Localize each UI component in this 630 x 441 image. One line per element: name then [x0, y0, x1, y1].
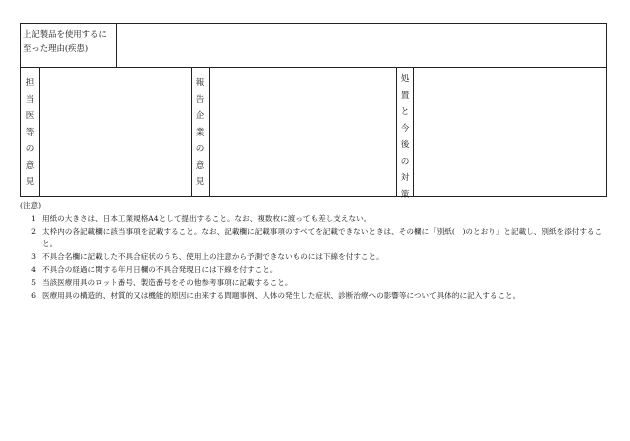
note-item: [20, 213, 620, 226]
measures-label: 処 置 と 今 後 の 対 策: [400, 74, 410, 200]
doctor-opinion-input[interactable]: [40, 68, 191, 196]
note-item: [20, 290, 620, 303]
note-item: [20, 226, 620, 252]
note-text: 不具合名欄に記載した不具合症状のうち、使用上の注意から予測できないものには下線を付すこと。: [42, 252, 384, 262]
notes-heading: (注意): [20, 201, 42, 210]
note-number: 3: [31, 252, 36, 262]
note-number: 4: [31, 264, 36, 274]
note-number: 5: [31, 277, 36, 287]
note-text: 用紙の大きさは、日本工業規格A4として提出すること。なお、複数枚に渡っても差し支えない。: [42, 213, 372, 223]
reason-label-line: 至った理由(疾患): [23, 43, 89, 53]
company-opinion-input[interactable]: [210, 68, 396, 196]
measures-input[interactable]: [414, 68, 606, 196]
note-text: 当該医療用具のロット番号、製造番号をその他参考事項に記載すること。: [42, 277, 293, 287]
note-number: 6: [31, 290, 36, 300]
reason-label-line: 上記製品を使用するに: [23, 29, 107, 39]
note-number: 1: [31, 213, 36, 223]
reason-label: [23, 27, 117, 55]
doctor-opinion-label: 担 当 医 等 の 意 見: [25, 78, 35, 187]
report-form-table: [20, 23, 607, 200]
notes-section: [20, 200, 620, 302]
company-opinion-label: 報 告 企 業 の 意 見: [195, 78, 205, 187]
note-text: 不具合の経過に関する年月日欄の不具合発現日には下線を付すこと。: [42, 264, 278, 274]
note-item: [20, 277, 620, 290]
reason-input-cell[interactable]: [117, 24, 606, 67]
note-number: 2: [31, 226, 36, 236]
note-item: [20, 251, 620, 264]
note-item: [20, 264, 620, 277]
note-text: 医療用具の構造的、材質的又は機能的原因に由来する問題事例、人体の発生した症状、診断治療への影響等について具体的に記入すること。: [42, 290, 521, 300]
note-text: 太枠内の各記載欄に該当事項を記載すること。なお、記載欄に記載事項のすべてを記載できないときは、その欄に「別紙( )のとおり」と記載し、別紙を添付すること。: [42, 226, 603, 249]
